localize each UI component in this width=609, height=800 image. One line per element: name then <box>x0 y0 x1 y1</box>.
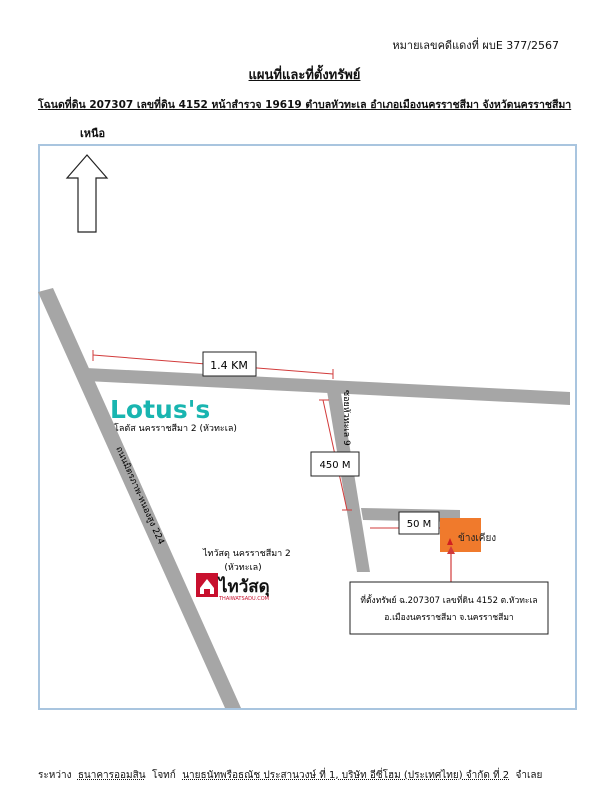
footer-defendants: นายธนัทพรือธณัช ประสานวงษ์ ที่ 1, บริษัท อีซี่โฮม (ประเทศไทย) จำกัด ที่ 2 <box>182 770 510 781</box>
thaiwatsadu-caption-2: (หัวทะเล) <box>224 563 262 573</box>
footer-parties <box>38 768 542 783</box>
case-number: หมายเลขคดีแดงที่ ผบE 377/2567 <box>392 39 559 52</box>
property-parcel <box>440 518 460 552</box>
north-arrow-icon <box>67 155 107 232</box>
lotus-logo: Lotus's <box>110 395 211 424</box>
property-line-1: ที่ตั้งทรัพย์ ฉ.207307 เลขที่ดิน 4152 ต.หัวทะเล <box>360 596 538 606</box>
page-title: แผนที่และที่ตั้งทรัพย์ <box>248 68 361 83</box>
thaiwatsadu-logo-sub: THAIWATSADU.COM <box>219 596 269 602</box>
neighbor-label: ข้างเคียง <box>458 533 497 544</box>
thaiwatsadu-caption-1: ไทวัสดุ นครราชสีมา 2 <box>203 549 291 559</box>
soi-name: ซอยหัวทะเล 9 <box>341 390 351 446</box>
north-label: เหนือ <box>80 127 106 140</box>
distance-label-main: 1.4 KM <box>210 359 248 372</box>
lotus-caption: โลตัส นครราชสีมา 2 (หัวทะเล) <box>114 424 237 434</box>
property-callout <box>350 582 548 634</box>
footer-defendant-label: จำเลย <box>515 770 543 781</box>
distance-label-soi: 450 M <box>319 460 351 471</box>
deed-description: โฉนดที่ดิน 207307 เลขที่ดิน 4152 หน้าสำรวจ 19619 ตำบลหัวทะเล อำเภอเมืองนครราชสีมา จังหวัดนครราชสีมา <box>38 99 572 111</box>
footer-between: ระหว่าง <box>38 770 72 781</box>
distance-label-short: 50 M <box>406 519 432 530</box>
thaiwatsadu-logo-text: ไทวัสดุ <box>219 577 270 597</box>
property-line-2: อ.เมืองนครราชสีมา จ.นครราชสีมา <box>384 613 514 623</box>
footer-plaintiff: โจทก์ <box>151 770 176 781</box>
footer-bank: ธนาคารออมสิน <box>77 770 146 781</box>
highway-name: ถนนมิตรภาพ-หนองสูง 224 <box>113 445 166 547</box>
